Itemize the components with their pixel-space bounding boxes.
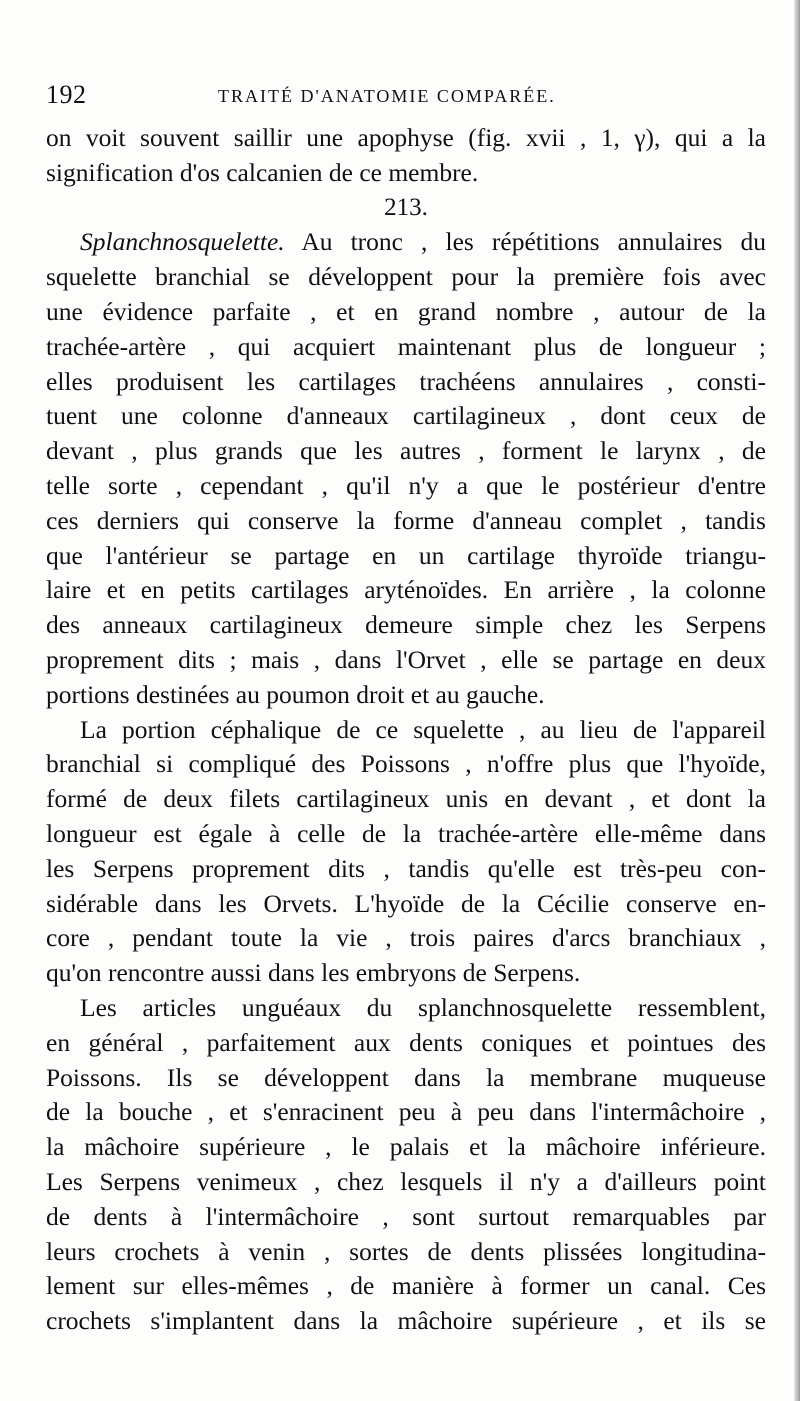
text-line: une évidence parfaite , et en grand nombre , autour de la xyxy=(46,296,766,326)
text-line-rest: Au tronc , les répétitions annulaires du xyxy=(284,227,766,257)
text-line: sidérable dans les Orvets. L'hyoïde de la Cécilie conserve en- xyxy=(46,888,766,918)
text-line: squelette branchial se développent pour la première fois avec xyxy=(46,262,766,292)
text-line: que l'antérieur se partage en un cartilage thyroïde triangu- xyxy=(46,540,766,570)
text-line: longueur est égale à celle de la trachée-artère elle-même dans xyxy=(46,818,766,848)
text-line: La portion céphalique de ce squelette , au lieu de l'appareil xyxy=(80,714,766,744)
text-line: qu'on rencontre aussi dans les embryons de Serpens. xyxy=(46,958,581,988)
text-line: laire et en petits cartilages aryténoïdes. En arrière , la colonne xyxy=(46,575,766,605)
page-edge-shadow xyxy=(794,0,800,1401)
text-line: la mâchoire supérieure , le palais et la mâchoire inférieure. xyxy=(46,1132,766,1162)
text-line: trachée-artère , qui acquiert maintenant plus de longueur ; xyxy=(46,331,766,361)
text-line: portions destinées au poumon droit et au gauche. xyxy=(46,679,545,709)
text-line: les Serpens proprement dits , tandis qu'elle est très-peu con- xyxy=(46,853,766,883)
section-number: 213. xyxy=(384,193,428,221)
text-line: de la bouche , et s'enracinent peu à peu dans l'intermâchoire , xyxy=(46,1097,766,1127)
text-line: signification d'os calcanien de ce membre. xyxy=(46,157,479,187)
body-text xyxy=(46,121,766,1339)
text-line: leurs crochets à venin , sortes de dents plissées longitudina- xyxy=(46,1236,766,1266)
text-line: crochets s'implantent dans la mâchoire supérieure , et ils se xyxy=(46,1306,766,1336)
text-line: formé de deux filets cartilagineux unis en devant , et dont la xyxy=(46,784,766,814)
text-line: telle sorte , cependant , qu'il n'y a que le postérieur d'entre xyxy=(46,470,766,500)
section-lead-term: Splanchnosquelette. xyxy=(80,227,285,257)
page-header xyxy=(46,80,766,114)
text-line: de dents à l'intermâchoire , sont surtout remarquables par xyxy=(46,1201,766,1231)
text-line: Les articles unguéaux du splanchnosquelette ressemblent, xyxy=(80,992,766,1022)
text-line: Les Serpens venimeux , chez lesquels il n'y a d'ailleurs point xyxy=(46,1166,766,1196)
text-line: lement sur elles-mêmes , de manière à former un canal. Ces xyxy=(46,1271,766,1301)
text-line: core , pendant toute la vie , trois paires d'arcs branchiaux , xyxy=(46,923,766,953)
text-line: branchial si compliqué des Poissons , n'offre plus que l'hyoïde, xyxy=(46,749,766,779)
text-line: en général , parfaitement aux dents coniques et pointues des xyxy=(46,1027,766,1057)
page-number: 192 xyxy=(46,80,87,109)
text-line: tuent une colonne d'anneaux cartilagineux , dont ceux de xyxy=(46,401,766,431)
text-line: des anneaux cartilagineux demeure simple chez les Serpens xyxy=(46,610,766,640)
text-line: on voit souvent saillir une apophyse (fig. xvii , 1, γ), qui a la xyxy=(46,123,766,152)
text-line: proprement dits ; mais , dans l'Orvet , elle se partage en deux xyxy=(46,644,766,674)
text-line: Poissons. Ils se développent dans la membrane muqueuse xyxy=(46,1062,766,1092)
running-title: TRAITÉ D'ANATOMIE COMPARÉE. xyxy=(218,86,556,106)
paragraph-first-line xyxy=(46,225,766,260)
text-line: devant , plus grands que les autres , forment le larynx , de xyxy=(46,436,766,466)
text-line: ces derniers qui conserve la forme d'anneau complet , tandis xyxy=(46,505,766,535)
text-line: elles produisent les cartilages trachéens annulaires , consti- xyxy=(46,366,766,396)
